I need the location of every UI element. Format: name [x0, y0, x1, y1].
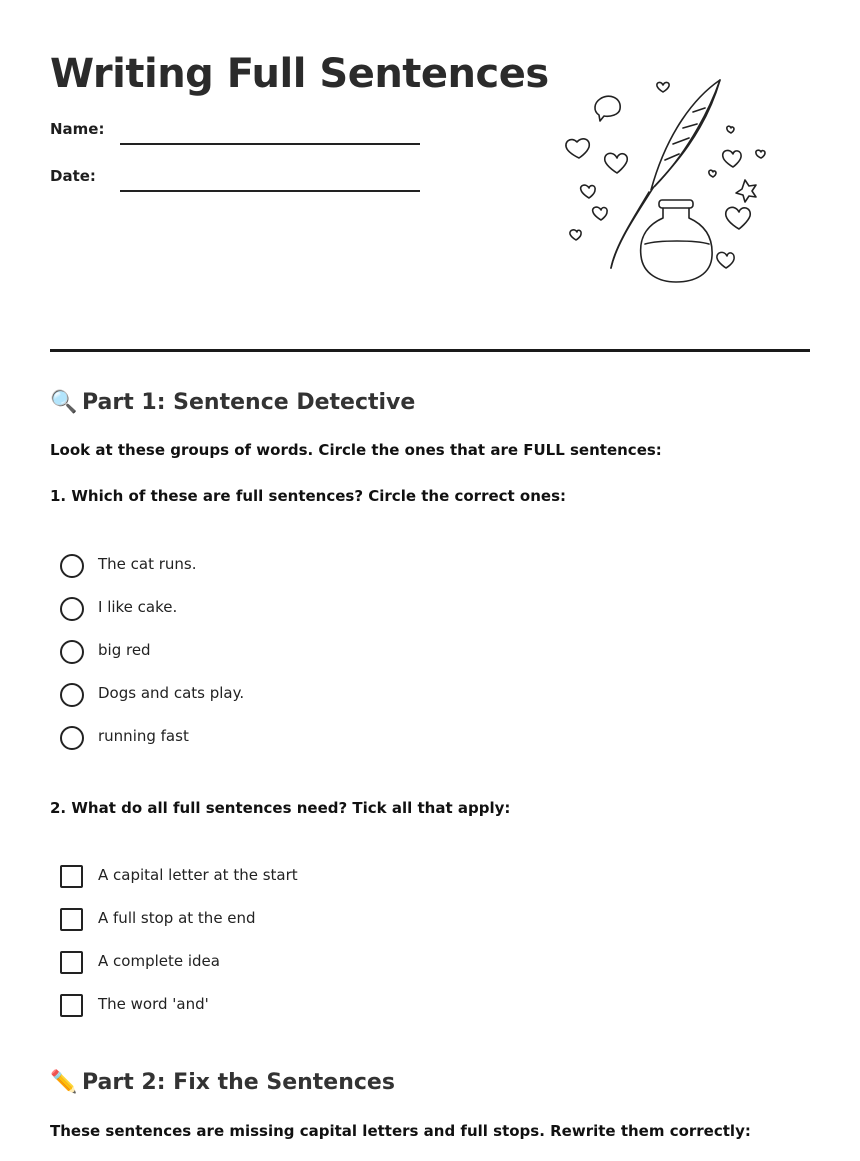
- quill-inkwell-icon: [555, 72, 775, 292]
- magnifier-icon: 🔍: [50, 390, 78, 415]
- checkbox-square-icon[interactable]: [60, 908, 83, 931]
- q1-option-label: big red: [98, 641, 151, 659]
- checkbox-square-icon[interactable]: [60, 951, 83, 974]
- radio-circle-icon[interactable]: [60, 554, 84, 578]
- part2-title: Part 2: Fix the Sentences: [82, 1070, 395, 1095]
- date-label: Date:: [50, 167, 96, 185]
- name-field: [50, 118, 420, 148]
- checkbox-square-icon[interactable]: [60, 865, 83, 888]
- q2-option-label: A complete idea: [98, 952, 220, 970]
- part1-title: Part 1: Sentence Detective: [82, 390, 416, 415]
- part2-heading: [50, 1068, 395, 1098]
- q1-option-label: Dogs and cats play.: [98, 684, 245, 702]
- pencil-icon: ✏️: [50, 1070, 78, 1095]
- radio-circle-icon[interactable]: [60, 640, 84, 664]
- radio-circle-icon[interactable]: [60, 597, 84, 621]
- date-input-line[interactable]: [120, 190, 420, 192]
- question2-prompt: 2. What do all full sentences need? Tick all that apply:: [50, 799, 511, 817]
- question1-prompt: 1. Which of these are full sentences? Circle the correct ones:: [50, 487, 567, 505]
- date-field: [50, 165, 420, 195]
- header-divider: [50, 349, 810, 352]
- radio-circle-icon[interactable]: [60, 726, 84, 750]
- checkbox-square-icon[interactable]: [60, 994, 83, 1017]
- q2-option-label: A full stop at the end: [98, 909, 256, 927]
- q2-option-label: The word 'and': [98, 995, 209, 1013]
- name-label: Name:: [50, 120, 105, 138]
- q2-option-label: A capital letter at the start: [98, 866, 298, 884]
- part2-instruction: These sentences are missing capital letters and full stops. Rewrite them correctly:: [50, 1122, 751, 1140]
- part1-heading: [50, 388, 415, 418]
- q1-option-label: I like cake.: [98, 598, 178, 616]
- page-title: Writing Full Sentences: [50, 51, 549, 97]
- q1-option-label: running fast: [98, 727, 189, 745]
- radio-circle-icon[interactable]: [60, 683, 84, 707]
- q1-option-label: The cat runs.: [98, 555, 197, 573]
- part1-instruction: Look at these groups of words. Circle the ones that are FULL sentences:: [50, 441, 662, 459]
- name-input-line[interactable]: [120, 143, 420, 145]
